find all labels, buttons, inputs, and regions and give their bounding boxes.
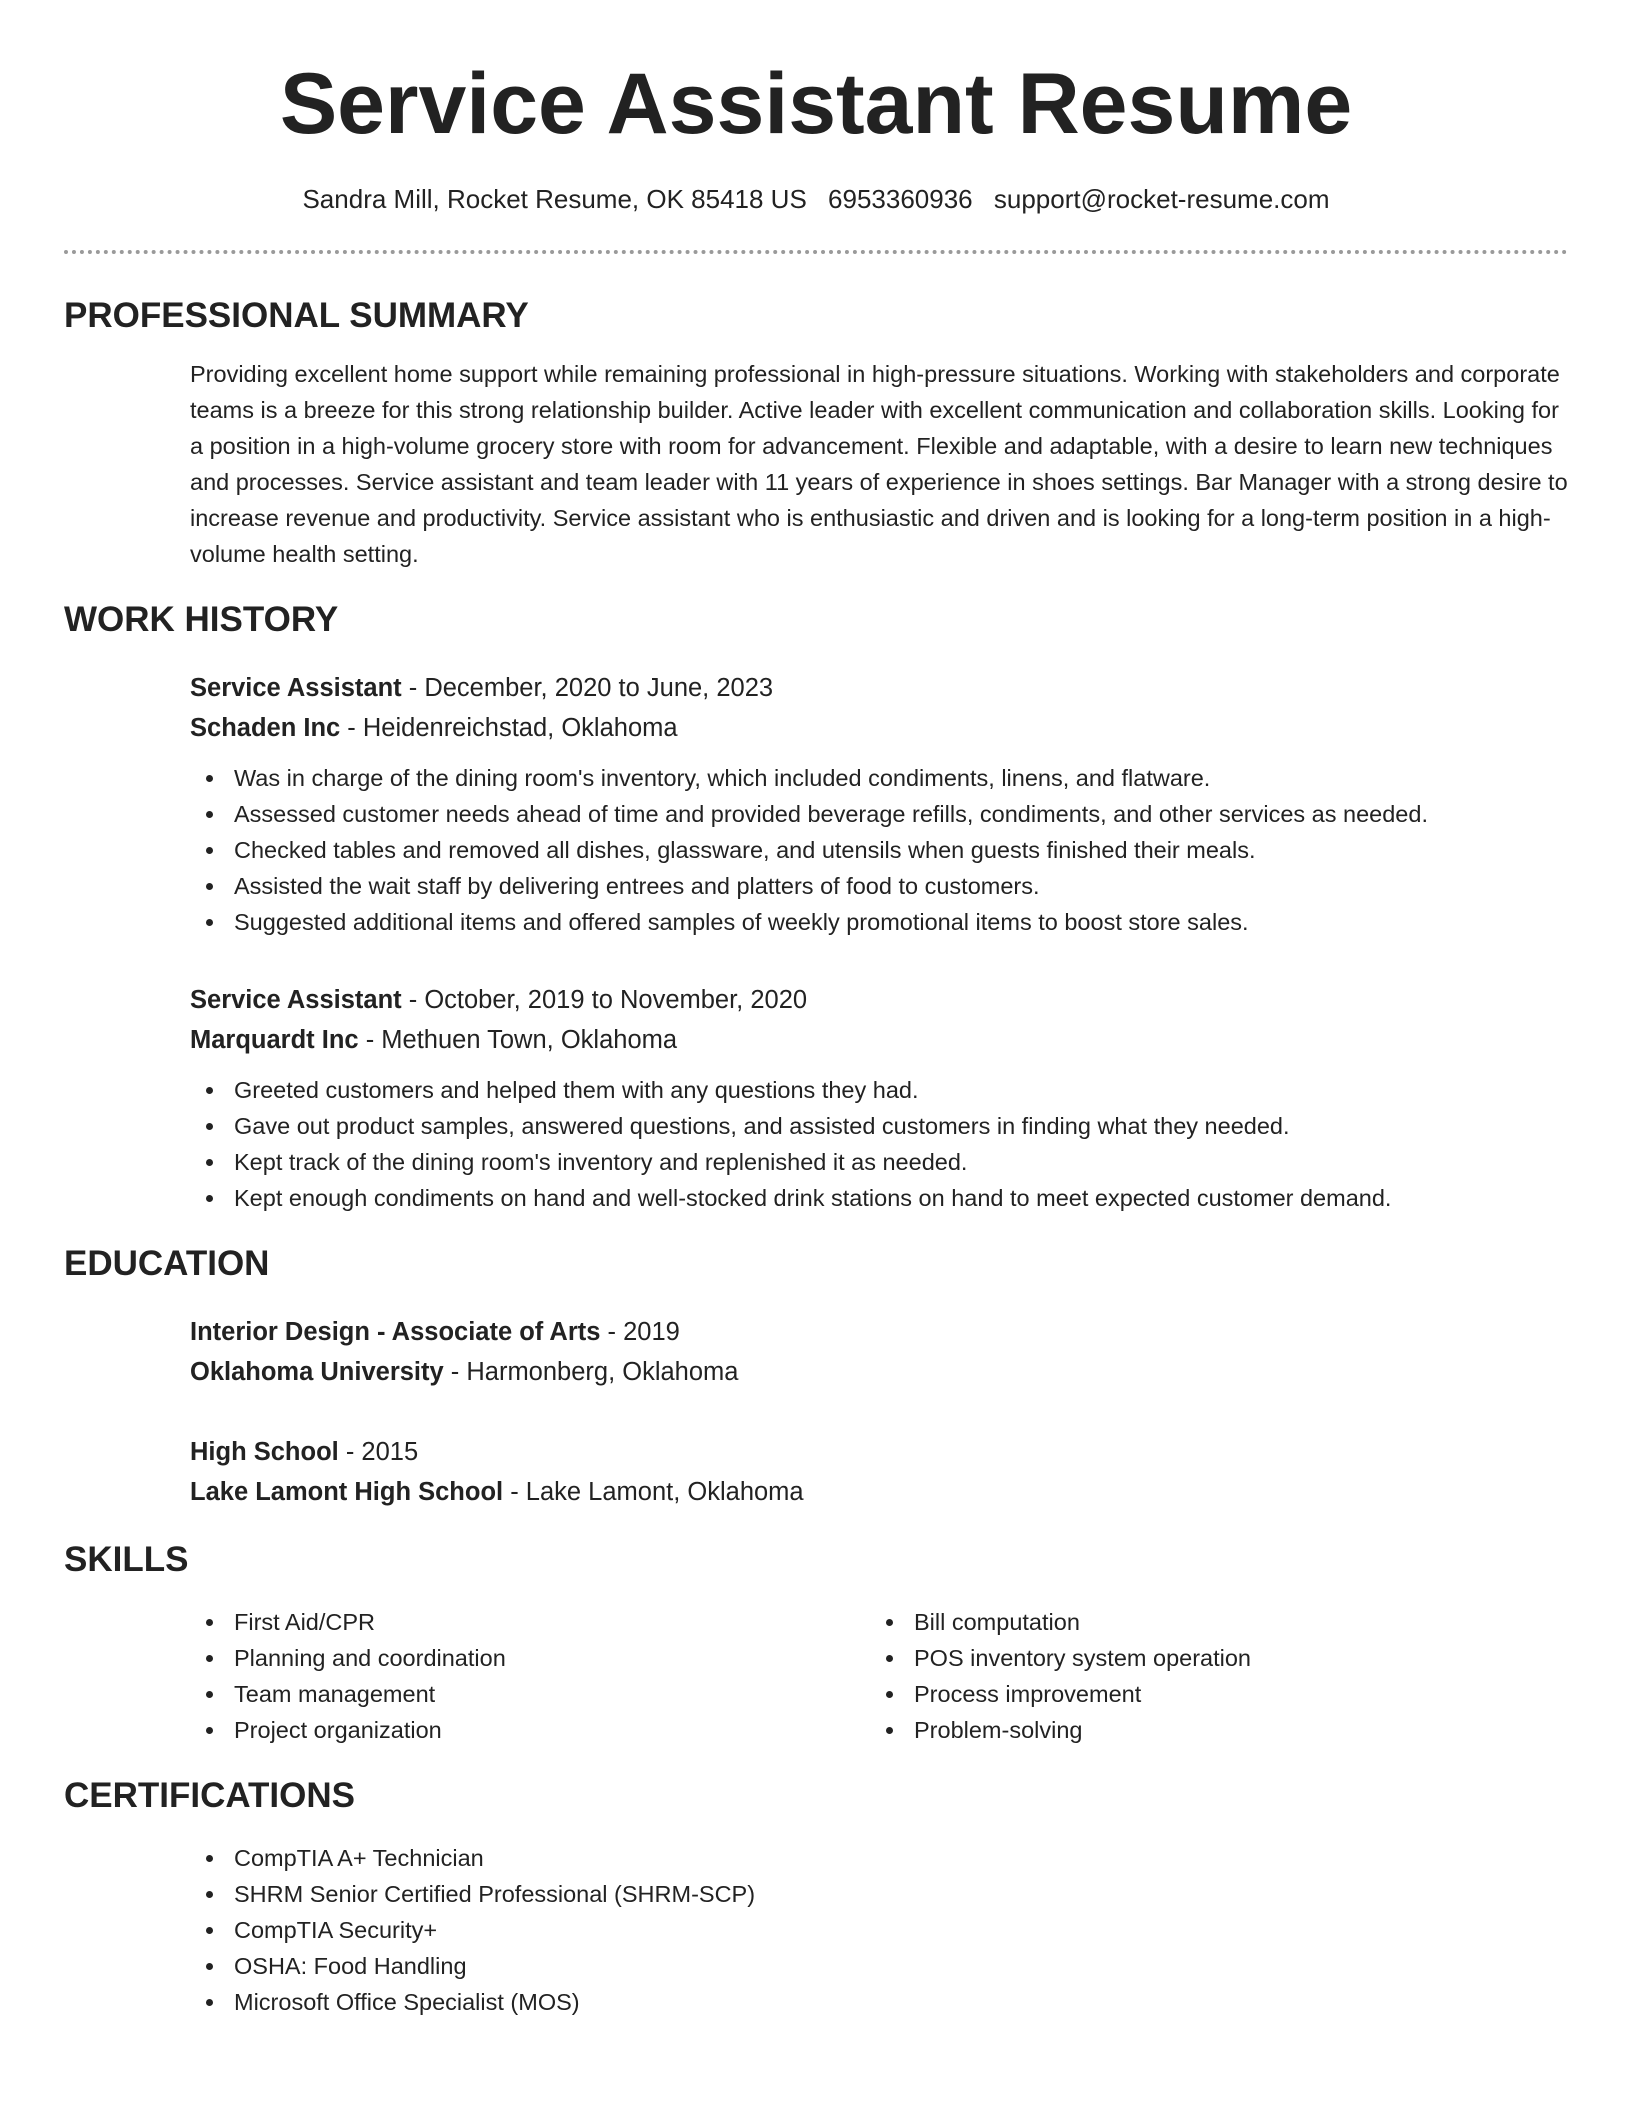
contact-email: support@rocket-resume.com [993, 184, 1330, 214]
list-item: Gave out product samples, answered questions, and assisted customers in finding what they needed. [190, 1108, 1568, 1144]
job-title-line [190, 668, 1568, 708]
job-location: - Heidenreichstad, Oklahoma [340, 714, 678, 742]
job-company-line [190, 708, 1568, 748]
certification-item: Microsoft Office Specialist (MOS) [190, 1984, 1568, 2020]
contact-address: Sandra Mill, Rocket Resume, OK 85418 US [302, 184, 807, 214]
certification-item: SHRM Senior Certified Professional (SHRM-SCP) [190, 1876, 1568, 1912]
list-item: Kept track of the dining room's inventory and replenished it as needed. [190, 1144, 1568, 1180]
skill-item: Planning and coordination [190, 1640, 870, 1676]
certification-item: CompTIA A+ Technician [190, 1840, 1568, 1876]
job-location: - Methuen Town, Oklahoma [358, 1026, 678, 1054]
skill-item: Bill computation [870, 1604, 1550, 1640]
skills-column-right [870, 1604, 1550, 1748]
job-company: Schaden Inc [190, 714, 341, 742]
job-entry [190, 668, 1568, 940]
school-location: - Harmonberg, Oklahoma [443, 1358, 739, 1386]
skill-item: First Aid/CPR [190, 1604, 870, 1640]
certifications-section [64, 1774, 1568, 2020]
skill-item: Team management [190, 1676, 870, 1712]
job-title: Service Assistant [190, 674, 402, 702]
list-item: Assisted the wait staff by delivering entrees and platters of food to customers. [190, 868, 1568, 904]
skill-item: Project organization [190, 1712, 870, 1748]
job-dates: - December, 2020 to June, 2023 [401, 674, 774, 702]
education-heading: EDUCATION [64, 1244, 270, 1283]
job-entry [190, 980, 1568, 1216]
degree-line [190, 1312, 1568, 1352]
skills-section [64, 1538, 1568, 1748]
work-history-heading: WORK HISTORY [64, 600, 339, 639]
certification-item: OSHA: Food Handling [190, 1948, 1568, 1984]
skills-heading: SKILLS [64, 1540, 189, 1579]
education-section [64, 1242, 1568, 1512]
degree-year: - 2015 [338, 1438, 419, 1466]
job-bullets [190, 760, 1568, 940]
job-bullets [190, 1072, 1568, 1216]
summary-heading: PROFESSIONAL SUMMARY [64, 296, 529, 335]
contact-phone: 6953360936 [828, 184, 973, 214]
degree-name: High School [190, 1438, 339, 1466]
job-title-line [190, 980, 1568, 1020]
degree-name: Interior Design - Associate of Arts [190, 1318, 601, 1346]
school-name: Lake Lamont High School [190, 1478, 504, 1506]
skill-item: POS inventory system operation [870, 1640, 1550, 1676]
degree-line [190, 1432, 1568, 1472]
list-item: Greeted customers and helped them with any questions they had. [190, 1072, 1568, 1108]
skill-item: Process improvement [870, 1676, 1550, 1712]
school-line [190, 1352, 1568, 1392]
job-dates: - October, 2019 to November, 2020 [401, 986, 808, 1014]
degree-year: - 2019 [600, 1318, 680, 1346]
skills-grid [190, 1604, 1568, 1748]
resume-title: Service Assistant Resume [279, 56, 1353, 152]
list-item: Checked tables and removed all dishes, glassware, and utensils when guests finished their meals. [190, 832, 1568, 868]
job-company-line [190, 1020, 1568, 1060]
skill-item: Problem-solving [870, 1712, 1550, 1748]
list-item: Was in charge of the dining room's inventory, which included condiments, linens, and flatware. [190, 760, 1568, 796]
school-line [190, 1472, 1568, 1512]
certification-item: CompTIA Security+ [190, 1912, 1568, 1948]
summary-text: Providing excellent home support while remaining professional in high-pressure situations. Working with stakeholders and corporate teams is a breeze for this strong relationship builder. Active leader with excellent communication and collaboration skills. Looking for a position in a high-volume grocery store with room for advancement. Flexible and adaptable, with a desire to learn new techniques and processes. Service assistant and team leader with 11 years of experience in shoes settings. Bar Manager with a strong desire to increase revenue and productivity. Service assistant who is enthusiastic and driven and is looking for a long-term position in a high-volume health setting. [190, 361, 1568, 567]
header-divider [64, 250, 1568, 254]
job-title: Service Assistant [190, 986, 402, 1014]
summary-section [64, 294, 1568, 572]
list-item: Assessed customer needs ahead of time and provided beverage refills, condiments, and other services as needed. [190, 796, 1568, 832]
certifications-list [190, 1840, 1568, 2020]
certifications-heading: CERTIFICATIONS [64, 1776, 356, 1815]
contact-line [64, 182, 1568, 216]
education-entry [190, 1432, 1568, 1512]
job-company: Marquardt Inc [190, 1026, 359, 1054]
list-item: Suggested additional items and offered samples of weekly promotional items to boost store sales. [190, 904, 1568, 940]
school-name: Oklahoma University [190, 1358, 444, 1386]
list-item: Kept enough condiments on hand and well-stocked drink stations on hand to meet expected customer demand. [190, 1180, 1568, 1216]
work-history-section [64, 598, 1568, 1216]
skills-column-left [190, 1604, 870, 1748]
education-entry [190, 1312, 1568, 1392]
school-location: - Lake Lamont, Oklahoma [503, 1478, 804, 1506]
